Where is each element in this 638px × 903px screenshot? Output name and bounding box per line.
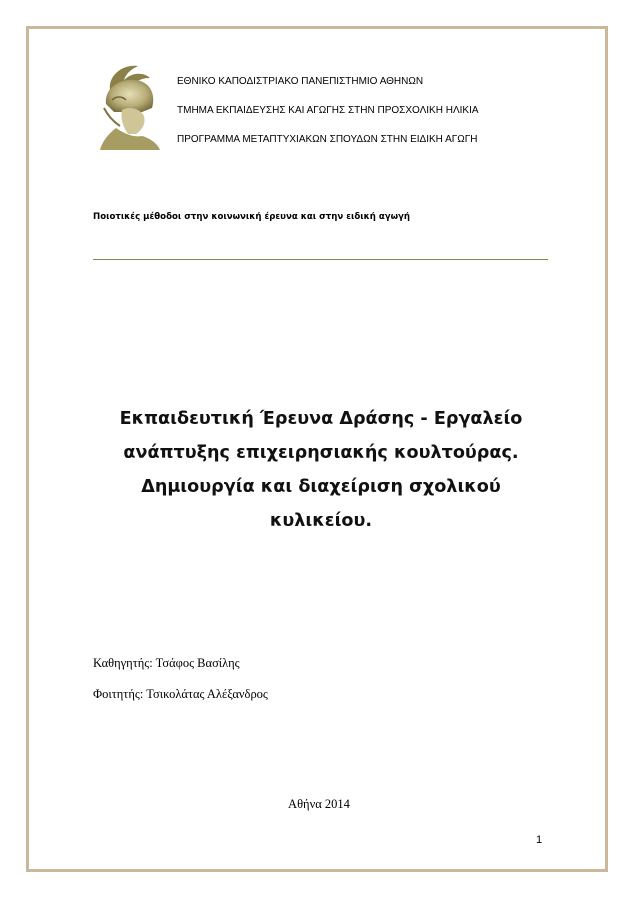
title-line: Εκπαιδευτική Έρευνα Δράσης - Εργαλείο <box>119 409 523 429</box>
athena-helmet-logo <box>92 60 164 150</box>
thesis-title <box>93 402 549 538</box>
professor-line: Καθηγητής: Τσάφος Βασίλης <box>93 656 240 670</box>
course-title: Ποιοτικές μέθοδοι στην κοινωνική έρευνα και στην ειδική αγωγή <box>93 212 411 222</box>
page-number: 1 <box>536 834 543 846</box>
title-line: Δημιουργία και διαχείριση σχολικού <box>141 477 501 497</box>
divider-line <box>93 259 548 260</box>
title-line: κυλικείου. <box>269 511 373 531</box>
place-date: Αθήνα 2014 <box>288 797 350 811</box>
university-name: ΕΘΝΙΚΟ ΚΑΠΟΔΙΣΤΡΙΑΚΟ ΠΑΝΕΠΙΣΤΗΜΙΟ ΑΘΗΝΩΝ <box>177 76 424 87</box>
program-name: ΠΡΟΓΡΑΜΜΑ ΜΕΤΑΠΤΥΧΙΑΚΩΝ ΣΠΟΥΔΩΝ ΣΤΗΝ ΕΙΔΙΚΗ ΑΓΩΓΗ <box>177 134 478 145</box>
department-name: ΤΜΗΜΑ ΕΚΠΑΙΔΕΥΣΗΣ ΚΑΙ ΑΓΩΓΗΣ ΣΤΗΝ ΠΡΟΣΧΟΛΙΚΗ ΗΛΙΚΙΑ <box>177 105 479 116</box>
student-line: Φοιτητής: Τσικολάτας Αλέξανδρος <box>93 687 268 701</box>
title-line: ανάπτυξης επιχειρησιακής κουλτούρας. <box>123 443 519 463</box>
